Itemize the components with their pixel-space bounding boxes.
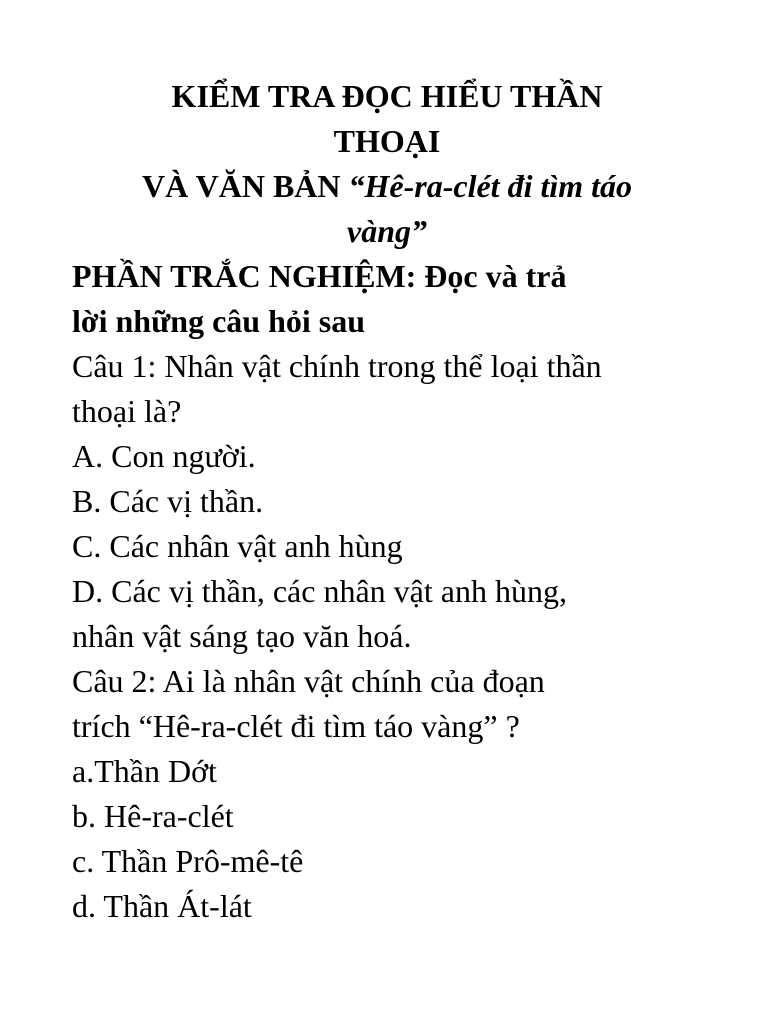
question-2-option-c: c. Thần Prô-mê-tê bbox=[72, 843, 304, 879]
section-heading-line-2: lời những câu hỏi sau bbox=[72, 303, 366, 339]
question-1 bbox=[72, 344, 702, 659]
question-1-option-d-line-1: D. Các vị thần, các nhân vật anh hùng, bbox=[72, 573, 567, 609]
question-2-line-1: Câu 2: Ai là nhân vật chính của đoạn bbox=[72, 663, 545, 699]
question-2 bbox=[72, 659, 702, 929]
question-1-option-c: C. Các nhân vật anh hùng bbox=[72, 528, 403, 564]
question-2-line-2: trích “Hê-ra-clét đi tìm táo vàng” ? bbox=[72, 708, 520, 744]
question-2-option-d: d. Thần Át-lát bbox=[72, 888, 252, 924]
section-heading-line-1: PHẦN TRẮC NGHIỆM: Đọc và trả bbox=[72, 258, 567, 294]
document-title bbox=[72, 74, 702, 254]
question-2-option-a: a.Thần Dớt bbox=[72, 753, 217, 789]
title-line-2: THOẠI bbox=[333, 123, 441, 159]
question-1-line-1: Câu 1: Nhân vật chính trong thể loại thần bbox=[72, 348, 602, 384]
title-line-3-italic: “Hê-ra-clét đi tìm táo bbox=[348, 168, 633, 204]
title-line-3-prefix: VÀ VĂN BẢN bbox=[141, 168, 349, 204]
question-1-option-b: B. Các vị thần. bbox=[72, 483, 264, 519]
title-line-1: KIỂM TRA ĐỌC HIỂU THẦN bbox=[171, 78, 603, 114]
title-line-3 bbox=[72, 164, 702, 209]
question-2-option-b: b. Hê-ra-clét bbox=[72, 798, 234, 834]
question-1-option-d-line-2: nhân vật sáng tạo văn hoá. bbox=[72, 618, 412, 654]
question-1-line-2: thoại là? bbox=[72, 393, 182, 429]
question-1-option-a: A. Con người. bbox=[72, 438, 256, 474]
title-line-4 bbox=[72, 209, 702, 254]
document-page bbox=[72, 74, 702, 929]
section-heading bbox=[72, 254, 702, 344]
title-line-4-italic: vàng” bbox=[347, 213, 427, 249]
